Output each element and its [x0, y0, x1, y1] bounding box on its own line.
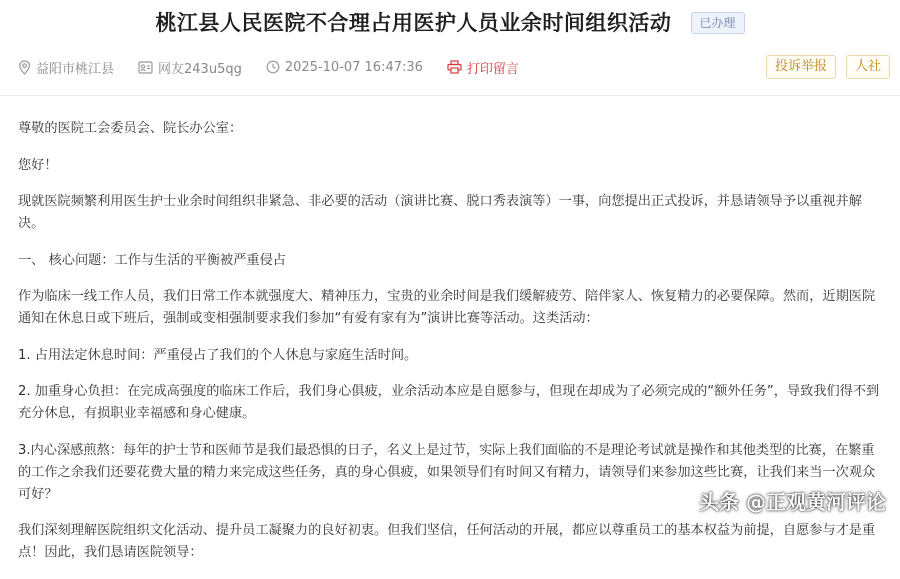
report-button[interactable]: 投诉举报	[766, 55, 836, 79]
paragraph-salutation: 尊敬的医院工会委员会、院长办公室：	[18, 121, 243, 136]
user-card-icon	[138, 61, 153, 74]
status-badge: 已办理	[691, 12, 745, 34]
paragraph-point-2: 2. 加重身心负担：在完成高强度的临床工作后，我们身心俱疲，业余活动本应是自愿参与，但现在却成为了必须完成的“额外任务”，导致我们得不到充分休息，有损职业幸福感和身心健康。	[18, 384, 880, 421]
meta-datetime	[266, 60, 423, 75]
meta-row	[18, 56, 543, 78]
paragraph-point-3: 3.内心深感煎熬：每年的护士节和医师节是我们最恐惧的日子，名义上是过节，实际上我们面临的不是理论考试就是操作和其他类型的比赛，在繁重的工作之余我们还要花费大量的精力来完成这些任务，真的身心俱疲，如果领导们有时间又有精力，请领导们来参加这些比赛，让我们来当一次观众可好？	[18, 442, 876, 502]
clock-icon	[266, 60, 280, 74]
print-button[interactable]	[447, 58, 519, 77]
user-name: 网友243u5qg	[158, 61, 242, 77]
printer-icon	[447, 60, 462, 74]
page-header	[0, 0, 900, 96]
paragraph-request: 我们深刻理解医院组织文化活动、提升员工凝聚力的良好初衷。但我们坚信，任何活动的开展，都应以尊重员工的基本权益为前提，自愿参与才是重点！因此，我们恳请医院领导：	[18, 523, 876, 560]
meta-location	[18, 58, 114, 77]
post-datetime: 2025-10-07 16:47:36	[284, 59, 423, 75]
category-button[interactable]: 人社	[846, 55, 890, 79]
watermark: 头条 @正观黄河评论	[699, 490, 886, 514]
paragraph-heading-1: 一、 核心问题：工作与生活的平衡被严重侵占	[18, 252, 286, 268]
location-pin-icon	[18, 60, 31, 75]
paragraph-intro: 现就医院频繁利用医生护士业余时间组织非紧急、非必要的活动（演讲比赛、脱口秀表演等）一事，向您提出正式投诉，并恳请领导予以重视并解决。	[18, 194, 862, 231]
meta-user	[138, 58, 242, 77]
print-label: 打印留言	[466, 61, 519, 77]
page-title: 桃江县人民医院不合理占用医护人员业余时间组织活动	[155, 11, 672, 35]
paragraph-greeting: 您好！	[18, 157, 58, 173]
title-row	[0, 8, 900, 42]
paragraph-point-1: 1. 占用法定休息时间：严重侵占了我们的个人休息与家庭生活时间。	[18, 347, 418, 363]
paragraph-body: 作为临床一线工作人员，我们日常工作本就强度大、精神压力，宝贵的业余时间是我们缓解疲劳、陪伴家人、恢复精力的必要保障。然而，近期医院通知在休息日或下班后，强制或变相强制要求我们参加“有爱有家有为”演讲比赛等活动。这类活动：	[18, 289, 876, 326]
location-text: 益阳市桃江县	[36, 61, 115, 77]
action-buttons	[756, 55, 890, 79]
